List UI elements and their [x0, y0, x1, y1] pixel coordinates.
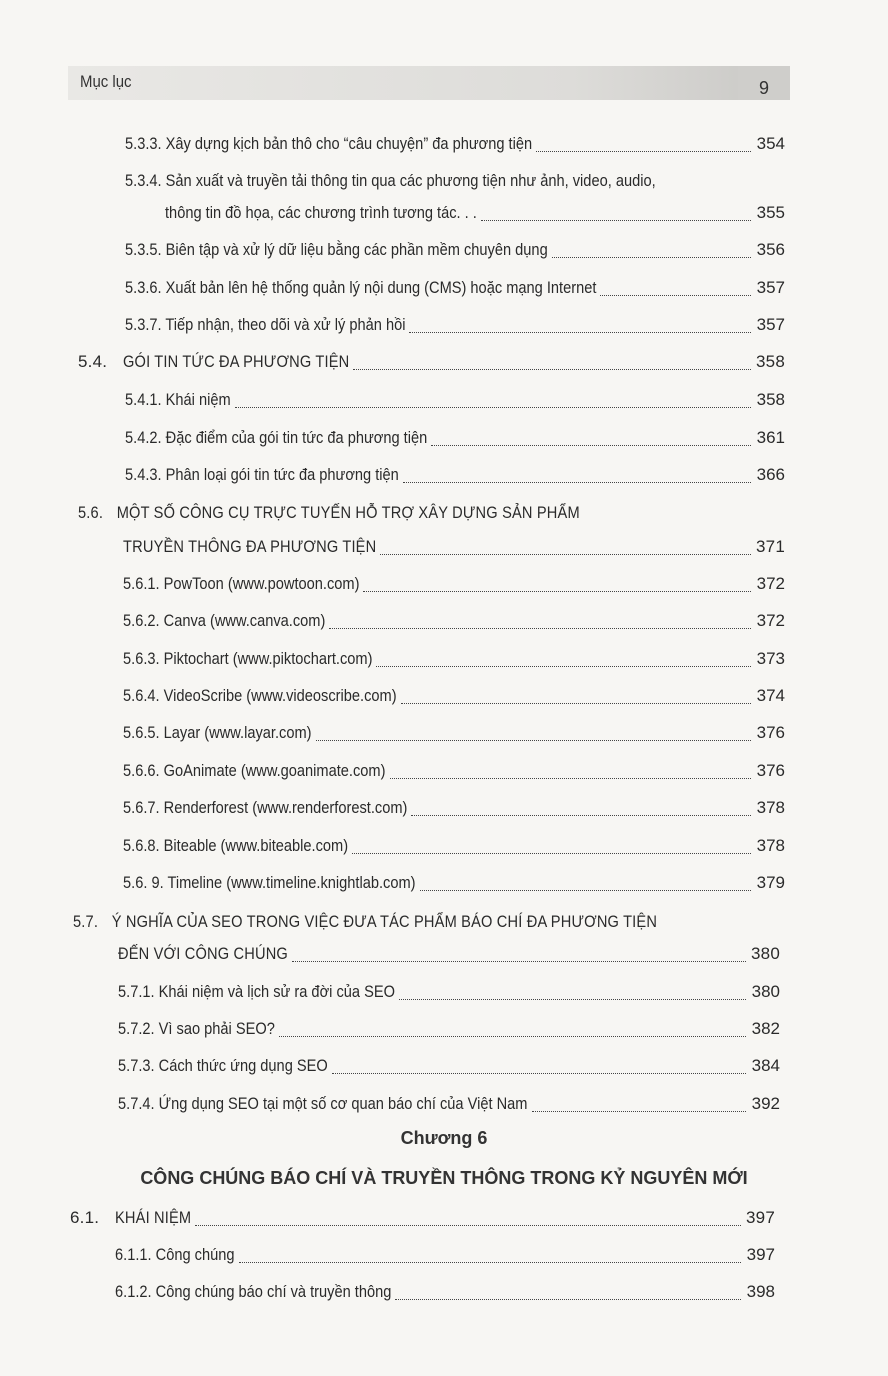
- dot-leader: [390, 777, 752, 779]
- toc-entry-text: 5.7.4. Ứng dụng SEO tại một số cơ quan báo chí của Việt Nam: [118, 1094, 528, 1113]
- toc-entry-page: 384: [751, 1056, 780, 1075]
- toc-entry[interactable]: [123, 873, 785, 897]
- toc-entry[interactable]: [118, 944, 780, 968]
- dot-leader: [195, 1224, 741, 1226]
- toc-section-number: 5.7.: [73, 912, 99, 931]
- dot-leader: [431, 444, 751, 446]
- toc-entry[interactable]: [125, 465, 785, 489]
- toc-entry-page: 380: [751, 944, 780, 963]
- toc-entry[interactable]: [165, 203, 785, 227]
- toc-entry-page: 378: [756, 836, 785, 855]
- dot-leader: [399, 998, 746, 1000]
- toc-entry-text: ĐẾN VỚI CÔNG CHÚNG: [118, 944, 288, 963]
- toc-entry-text: 5.3.3. Xây dựng kịch bản thô cho “câu chuyện” đa phương tiện: [125, 134, 533, 153]
- header-band: [68, 66, 790, 100]
- dot-leader: [411, 814, 751, 816]
- toc-section-number: 5.4.: [78, 352, 108, 371]
- dot-leader: [403, 481, 751, 483]
- toc-entry[interactable]: [123, 798, 785, 822]
- running-header-title: Mục lục: [80, 72, 132, 91]
- toc-entry-text: 5.6.1. PowToon (www.powtoon.com): [123, 574, 360, 593]
- toc-entry-page: 372: [756, 574, 785, 593]
- dot-leader: [352, 852, 751, 854]
- toc-entry-line[interactable]: 5.3.4. Sản xuất và truyền tải thông tin qua các phương tiện như ảnh, video, audio,: [125, 171, 656, 190]
- toc-entry[interactable]: [125, 315, 785, 339]
- toc-section-entry-line[interactable]: [73, 912, 657, 932]
- toc-entry-text: thông tin đồ họa, các chương trình tương tác. . .: [165, 203, 477, 222]
- toc-entry-page: 397: [746, 1208, 775, 1227]
- toc-entry-page: 355: [756, 203, 785, 222]
- dot-leader: [380, 553, 751, 555]
- toc-entry-text: 5.6.3. Piktochart (www.piktochart.com): [123, 649, 373, 668]
- toc-entry-text: 5.6.6. GoAnimate (www.goanimate.com): [123, 761, 386, 780]
- dot-leader: [532, 1110, 747, 1112]
- toc-entry-text: 5.3.5. Biên tập và xử lý dữ liệu bằng các phần mềm chuyên dụng: [125, 240, 548, 259]
- toc-entry-page: 376: [756, 723, 785, 742]
- toc-entry[interactable]: [123, 761, 785, 785]
- dot-leader: [353, 368, 751, 370]
- toc-entry-text: KHÁI NIỆM: [115, 1208, 192, 1227]
- toc-entry-page: 376: [756, 761, 785, 780]
- toc-entry-page: 398: [746, 1282, 775, 1301]
- toc-entry[interactable]: [118, 1019, 780, 1043]
- toc-entry-text: 5.4.2. Đặc điểm của gói tin tức đa phương tiện: [125, 428, 428, 447]
- toc-entry-page: 358: [756, 352, 785, 371]
- dot-leader: [239, 1261, 742, 1263]
- toc-entry-page: 372: [756, 611, 785, 630]
- dot-leader: [395, 1298, 741, 1300]
- dot-leader: [279, 1035, 746, 1037]
- toc-entry-text: 5.7.3. Cách thức ứng dụng SEO: [118, 1056, 328, 1075]
- toc-entry-text: 5.3.7. Tiếp nhận, theo dõi và xử lý phản hồi: [125, 315, 406, 334]
- toc-entry-text: MỘT SỐ CÔNG CỤ TRỰC TUYẾN HỖ TRỢ XÂY DỰNG SẢN PHẨM: [116, 503, 580, 522]
- toc-entry-page: 371: [756, 537, 785, 556]
- dot-leader: [401, 702, 751, 704]
- toc-entry-page: 366: [756, 465, 785, 484]
- dot-leader: [235, 406, 751, 408]
- toc-entry[interactable]: [123, 686, 785, 710]
- toc-section-number: 5.6.: [78, 503, 104, 522]
- toc-entry[interactable]: [123, 574, 785, 598]
- toc-entry-page: 397: [746, 1245, 775, 1264]
- toc-entry[interactable]: [123, 836, 785, 860]
- toc-entry-page: 357: [756, 315, 785, 334]
- toc-entry-page: 357: [756, 278, 785, 297]
- toc-entry-page: 382: [751, 1019, 780, 1038]
- toc-entry-text: 5.6. 9. Timeline (www.timeline.knightlab.com): [123, 873, 416, 892]
- toc-section-entry-line[interactable]: [78, 503, 580, 523]
- toc-entry-page: 379: [756, 873, 785, 892]
- dot-leader: [292, 960, 746, 962]
- dot-leader: [552, 256, 751, 258]
- toc-entry[interactable]: [118, 1094, 780, 1118]
- toc-entry-page: 374: [756, 686, 785, 705]
- toc-entry-page: 378: [756, 798, 785, 817]
- toc-entry[interactable]: [125, 134, 785, 158]
- chapter-label: Chương 6: [400, 1128, 488, 1148]
- toc-entry[interactable]: [125, 278, 785, 302]
- toc-section-number: 6.1.: [70, 1208, 100, 1227]
- toc-entry[interactable]: [118, 1056, 780, 1080]
- dot-leader: [536, 150, 751, 152]
- toc-entry-text: TRUYỀN THÔNG ĐA PHƯƠNG TIỆN: [123, 537, 377, 556]
- toc-entry-text: 5.6.2. Canva (www.canva.com): [123, 611, 326, 630]
- dot-leader: [600, 294, 751, 296]
- toc-entry-text: 5.4.3. Phân loại gói tin tức đa phương tiện: [125, 465, 399, 484]
- toc-entry-text: 6.1.1. Công chúng: [115, 1245, 235, 1264]
- dot-leader: [409, 331, 751, 333]
- toc-entry-text: 5.7.1. Khái niệm và lịch sử ra đời của SEO: [118, 982, 395, 1001]
- toc-entry-page: 373: [756, 649, 785, 668]
- toc-entry[interactable]: [125, 428, 785, 452]
- toc-entry[interactable]: [118, 982, 780, 1006]
- toc-entry-page: 392: [751, 1094, 780, 1113]
- toc-entry[interactable]: [123, 723, 785, 747]
- toc-entry-text: 5.6.7. Renderforest (www.renderforest.com): [123, 798, 408, 817]
- toc-entry-text: 5.4.1. Khái niệm: [125, 390, 231, 409]
- toc-entry[interactable]: [125, 240, 785, 264]
- toc-entry[interactable]: [125, 390, 785, 414]
- dot-leader: [332, 1072, 746, 1074]
- toc-entry-text: 5.3.6. Xuất bản lên hệ thống quản lý nội dung (CMS) hoặc mạng Internet: [125, 278, 597, 297]
- page-number: 9: [738, 66, 790, 100]
- dot-leader: [363, 590, 751, 592]
- toc-entry-text: GÓI TIN TỨC ĐA PHƯƠNG TIỆN: [123, 352, 350, 371]
- toc-entry-page: 361: [756, 428, 785, 447]
- toc-section-entry[interactable]: [78, 352, 785, 376]
- chapter-title: CÔNG CHÚNG BÁO CHÍ VÀ TRUYỀN THÔNG TRONG KỶ NGUYÊN MỚI: [140, 1168, 748, 1188]
- toc-entry-text: 5.7.2. Vì sao phải SEO?: [118, 1019, 275, 1038]
- dot-leader: [316, 739, 751, 741]
- toc-entry-text: 5.6.8. Biteable (www.biteable.com): [123, 836, 349, 855]
- toc-entry[interactable]: [115, 1282, 775, 1306]
- toc-entry[interactable]: [123, 537, 785, 561]
- toc-entry-text: 5.6.4. VideoScribe (www.videoscribe.com): [123, 686, 397, 705]
- toc-entry-text: 6.1.2. Công chúng báo chí và truyền thông: [115, 1282, 392, 1301]
- toc-entry-page: 380: [751, 982, 780, 1001]
- toc-entry[interactable]: [115, 1245, 775, 1269]
- dot-leader: [329, 627, 751, 629]
- toc-section-entry[interactable]: [70, 1208, 775, 1232]
- toc-entry-text: 5.6.5. Layar (www.layar.com): [123, 723, 312, 742]
- dot-leader: [376, 665, 751, 667]
- toc-entry-page: 358: [756, 390, 785, 409]
- toc-entry-page: 354: [756, 134, 785, 153]
- toc-entry-page: 356: [756, 240, 785, 259]
- toc-entry-text: Ý NGHĨA CỦA SEO TRONG VIỆC ĐƯA TÁC PHẨM BÁO CHÍ ĐA PHƯƠNG TIỆN: [111, 912, 658, 931]
- toc-entry[interactable]: [123, 611, 785, 635]
- toc-entry[interactable]: [123, 649, 785, 673]
- dot-leader: [420, 889, 751, 891]
- dot-leader: [481, 219, 751, 221]
